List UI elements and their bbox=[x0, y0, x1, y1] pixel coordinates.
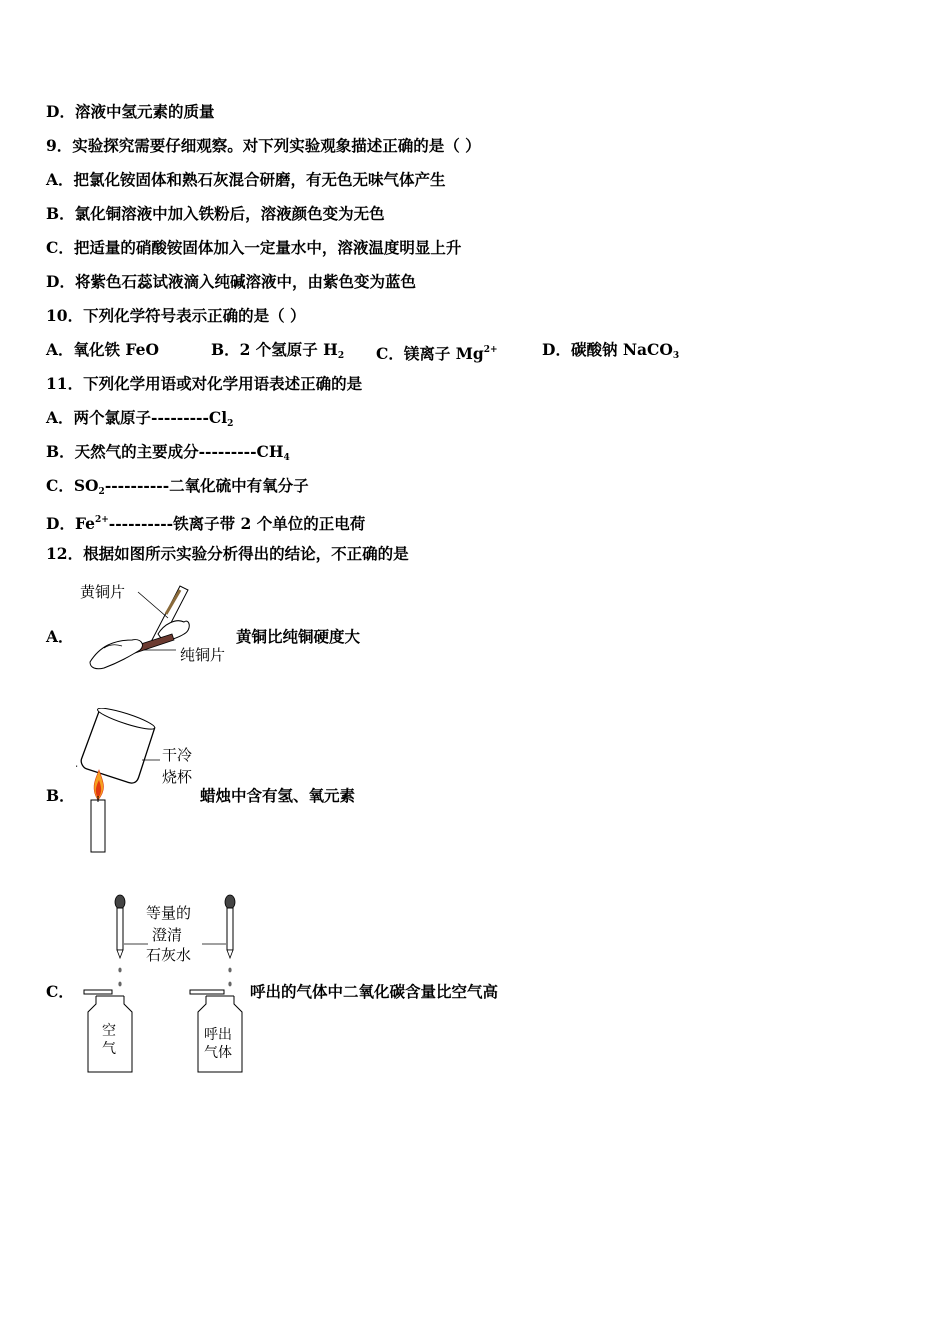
q10-option-d bbox=[542, 340, 679, 366]
q8-option-d: D．溶液中氢元素的质量 bbox=[46, 102, 215, 121]
q10-option-b-subscript: 2 bbox=[337, 351, 345, 361]
q10-option-d-subscript: 3 bbox=[672, 351, 680, 361]
dropper-right-tube bbox=[227, 908, 233, 950]
q11-option-c-subscript: 2 bbox=[98, 487, 105, 497]
limewater-figure bbox=[78, 892, 248, 1078]
q12-stem: 12．根据如图所示实验分析得出的结论，不正确的是 bbox=[46, 544, 409, 563]
q12-option-b-conclusion: 蜡烛中含有氢、氧元素 bbox=[200, 786, 356, 805]
q11-option-d-pre: D．Fe bbox=[46, 514, 95, 533]
q11-option-b bbox=[46, 442, 290, 468]
q11-option-a-text: A．两个氯原子---------Cl bbox=[46, 408, 228, 427]
q11-option-c bbox=[46, 476, 309, 502]
candle bbox=[91, 800, 105, 852]
dropper-left bbox=[115, 895, 125, 986]
q10-options bbox=[46, 340, 746, 362]
beaker-label-line2: 烧杯 bbox=[162, 768, 193, 786]
candle-beaker-figure bbox=[76, 708, 200, 856]
q12-option-b-letter: B． bbox=[46, 786, 75, 805]
dropper-left-tip bbox=[117, 950, 123, 958]
q11-option-b-subscript: 4 bbox=[283, 453, 290, 463]
q9-option-d: D．将紫色石蕊试液滴入纯碱溶液中，由紫色变为蓝色 bbox=[46, 272, 416, 291]
bottle-breath-label-line2: 气体 bbox=[204, 1045, 232, 1061]
q9-option-c: C．把适量的硝酸铵固体加入一定量水中，溶液温度明显上升 bbox=[46, 238, 462, 257]
beaker-label-line1: 干冷 bbox=[162, 746, 193, 764]
drop-left-2 bbox=[118, 982, 121, 987]
q10-option-c bbox=[376, 340, 498, 364]
bottle-air-cover bbox=[84, 990, 112, 994]
q11-option-a-subscript: 2 bbox=[227, 419, 234, 429]
dropper-right-tip bbox=[227, 950, 233, 958]
beaker bbox=[76, 708, 156, 789]
dropper-right bbox=[225, 895, 235, 986]
bottle-breath-cover bbox=[190, 990, 224, 994]
q11-option-a bbox=[46, 408, 233, 434]
q9-option-a: A．把氯化铵固体和熟石灰混合研磨，有无色无味气体产生 bbox=[46, 170, 446, 189]
q10-option-a: A．氧化铁 FeO bbox=[46, 340, 159, 359]
q9-stem: 9．实验探究需要仔细观察。对下列实验观象描述正确的是（ ） bbox=[46, 136, 481, 155]
beaker-lip bbox=[76, 765, 77, 770]
copper-label: 纯铜片 bbox=[180, 646, 226, 664]
q10-option-c-text: C．镁离子 Mg bbox=[376, 344, 484, 363]
q12-option-a-conclusion: 黄铜比纯铜硬度大 bbox=[236, 627, 361, 646]
drop-right-2 bbox=[228, 982, 231, 987]
q11-option-b-text: B．天然气的主要成分---------CH bbox=[46, 442, 284, 461]
q11-option-c-pre: C．SO bbox=[46, 476, 99, 495]
limewater-label-line3: 石灰水 bbox=[146, 946, 192, 964]
dropper-left-tube bbox=[117, 908, 123, 950]
q12-option-a-letter: A． bbox=[46, 627, 74, 646]
q11-option-d-post: ----------铁离子带 2 个单位的正电荷 bbox=[108, 514, 366, 533]
q11-option-c-post: ----------二氧化硫中有氧分子 bbox=[104, 476, 309, 495]
limewater-label-line1: 等量的 bbox=[146, 904, 192, 922]
bottle-air-label-line2: 气 bbox=[102, 1041, 116, 1057]
drop-right-1 bbox=[228, 968, 231, 973]
q10-option-b-text: B．2 个氢原子 H bbox=[211, 340, 338, 359]
q10-option-c-superscript: 2+ bbox=[483, 345, 498, 355]
q10-option-b bbox=[211, 340, 344, 366]
lower-hand bbox=[90, 640, 142, 669]
brass-leader-line bbox=[138, 592, 168, 618]
brass-label: 黄铜片 bbox=[80, 583, 126, 601]
q11-stem: 11．下列化学用语或对化学用语表述正确的是 bbox=[46, 374, 363, 393]
dropper-left-bulb bbox=[115, 895, 125, 909]
brass-scratch-figure bbox=[80, 578, 240, 670]
drop-left-1 bbox=[118, 968, 121, 973]
q10-option-d-text: D．碳酸钠 NaCO bbox=[542, 340, 673, 359]
bottle-breath-label-line1: 呼出 bbox=[204, 1027, 232, 1043]
q12-option-c-letter: C． bbox=[46, 982, 74, 1001]
q11-option-d bbox=[46, 510, 365, 534]
q10-stem: 10．下列化学符号表示正确的是（ ） bbox=[46, 306, 306, 325]
limewater-label-line2: 澄清 bbox=[152, 926, 183, 944]
bottle-air-label-line1: 空 bbox=[102, 1023, 116, 1039]
q9-option-b: B．氯化铜溶液中加入铁粉后，溶液颜色变为无色 bbox=[46, 204, 385, 223]
q11-option-d-superscript: 2+ bbox=[94, 515, 109, 525]
q12-option-c-conclusion: 呼出的气体中二氧化碳含量比空气高 bbox=[250, 982, 499, 1001]
dropper-right-bulb bbox=[225, 895, 235, 909]
